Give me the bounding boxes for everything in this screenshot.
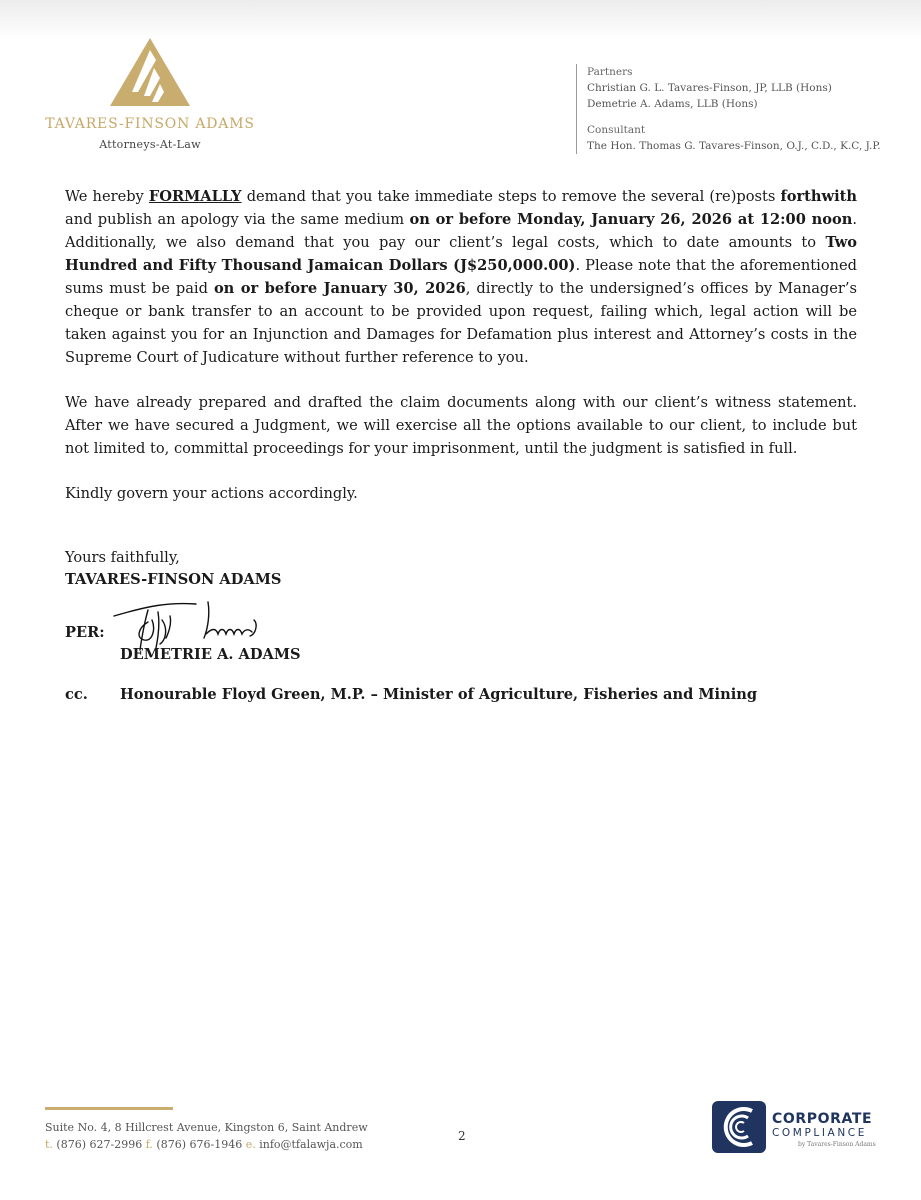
partner-name: Demetrie A. Adams, LLB (Hons) xyxy=(587,98,758,110)
footer-address: Suite No. 4, 8 Hillcrest Avenue, Kingston 6, Saint Andrew xyxy=(45,1121,368,1134)
compliance-line2: COMPLIANCE xyxy=(772,1127,867,1139)
footer-divider xyxy=(45,1107,173,1110)
page-number: 2 xyxy=(458,1129,466,1143)
consultant-name: The Hon. Thomas G. Tavares-Finson, O.J., C.D., K.C, J.P. xyxy=(587,140,881,152)
emphasis-formally: FORMALLY xyxy=(148,188,242,205)
triangle-logo-icon xyxy=(108,36,192,108)
salutation: Yours faithfully, xyxy=(65,549,180,566)
firm-logo xyxy=(40,36,260,151)
consultant-heading: Consultant xyxy=(587,124,646,136)
footer-fax: (876) 676-1946 xyxy=(156,1138,243,1151)
letter-body xyxy=(65,185,857,527)
per-label: PER: xyxy=(65,624,105,641)
corporate-compliance-logo xyxy=(712,1101,892,1153)
footer-email: info@tfalawja.com xyxy=(259,1138,363,1151)
firm-name: TAVARES-FINSON ADAMS xyxy=(45,116,255,132)
emphasis-payment-deadline: on or before January 30, 2026 xyxy=(213,280,466,297)
partner-name: Christian G. L. Tavares-Finson, JP, LLB (Hons) xyxy=(587,82,832,94)
closing-firm-name: TAVARES-FINSON ADAMS xyxy=(65,571,282,588)
compliance-line1: CORPORATE xyxy=(772,1111,873,1127)
emphasis-forthwith: forthwith xyxy=(780,188,857,205)
cc-recipient: Honourable Floyd Green, M.P. – Minister of Agriculture, Fisheries and Mining xyxy=(120,686,758,703)
footer-contacts: t. (876) 627-2996 f. (876) 676-1946 e. info@tfalawja.com xyxy=(45,1138,363,1151)
compliance-c-icon xyxy=(712,1101,766,1153)
footer-phone: (876) 627-2996 xyxy=(56,1138,143,1151)
partners-block xyxy=(576,64,907,154)
closing-block xyxy=(65,547,281,591)
cc-label: cc. xyxy=(65,686,88,703)
page-top-shade xyxy=(0,0,921,40)
emphasis-apology-deadline: on or before Monday, January 26, 2026 at 12:00 noon xyxy=(409,211,853,228)
emphasis-amount: Two Hundred and Fifty Thousand Jamaican Dollars (J$250,000.00) xyxy=(65,234,857,274)
footer-address-block xyxy=(45,1119,368,1153)
compliance-line3: by Tavares-Finson Adams xyxy=(798,1141,876,1148)
partners-heading: Partners xyxy=(587,66,633,78)
paragraph-demand: We hereby FORMALLY demand that you take immediate steps to remove the several (re)posts forthwith and publish an apology via the same medium on or before Monday, January 26, 2026 at 12:00 noon. Additionally, we also demand that you pay our client’s legal costs, which to date amounts to Two Hundred and Fifty Thousand Jamaican Dollars (J$250,000.00). Please note that the aforementioned sums must be paid on or before January 30, 2026, directly to the undersigned’s offices by Manager’s cheque or bank transfer to an account to be provided upon request, failing which, legal action will be taken against you for an Injunction and Damages for Defamation plus interest and Attorney’s costs in the Supreme Court of Judicature without further reference to you. xyxy=(65,188,858,366)
paragraph-claim: We have already prepared and drafted the claim documents along with our client’s witness statement. After we have secured a Judgment, we will exercise all the options available to our client, to include but not limited to, committal proceedings for your imprisonment, until the judgment is satisfied in full. xyxy=(65,394,857,457)
firm-subtitle: Attorneys-At-Law xyxy=(99,138,201,151)
paragraph-govern: Kindly govern your actions accordingly. xyxy=(65,485,358,502)
signer-name: DEMETRIE A. ADAMS xyxy=(120,646,301,663)
